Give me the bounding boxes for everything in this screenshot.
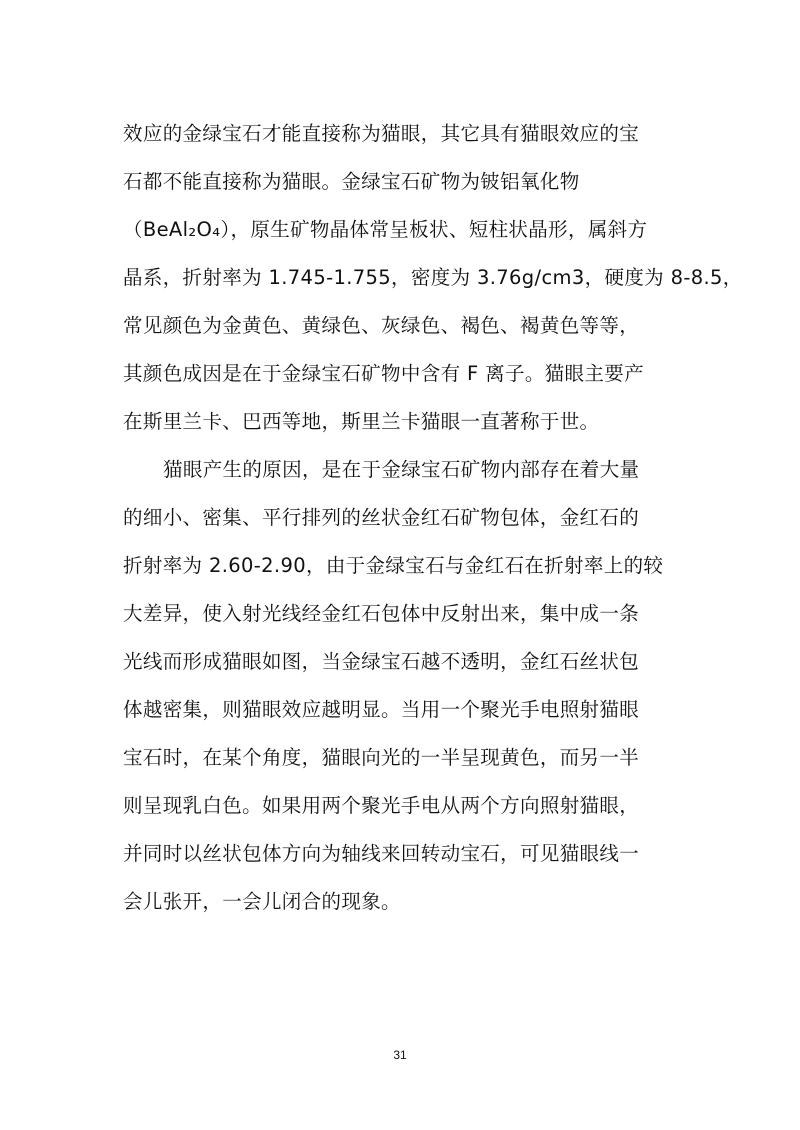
paragraph-2-line-4: 大差异，使入射光线经金红石包体中反射出来，集中成一条	[123, 602, 640, 625]
paragraph-1-line-2: 石都不能直接称为猫眼。金绿宝石矿物为铍铝氧化物	[123, 170, 580, 193]
paragraph-2-line-6: 体越密集，则猫眼效应越明显。当用一个聚光手电照射猫眼	[123, 698, 640, 721]
paragraph-1-line-5: 常见颜色为金黄色、黄绿色、灰绿色、褐色、褐黄色等等，	[123, 314, 640, 337]
paragraph-1-line-7: 在斯里兰卡、巴西等地，斯里兰卡猫眼一直著称于世。	[123, 410, 600, 433]
paragraph-2-line-7: 宝石时，在某个角度，猫眼向光的一半呈现黄色，而另一半	[123, 746, 640, 769]
paragraph-1-line-1: 效应的金绿宝石才能直接称为猫眼，其它具有猫眼效应的宝	[123, 122, 640, 145]
paragraph-1-line-4: 晶系，折射率为 1.745-1.755，密度为 3.76g/cm3，硬度为 8-8.5，	[123, 266, 743, 289]
paragraph-2-line-2: 的细小、密集、平行排列的丝状金红石矿物包体，金红石的	[123, 506, 640, 529]
paragraph-2-line-9: 并同时以丝状包体方向为轴线来回转动宝石，可见猫眼线一	[123, 842, 640, 865]
page-number: 31	[393, 1048, 407, 1062]
paragraph-2-line-8: 则呈现乳白色。如果用两个聚光手电从两个方向照射猫眼，	[123, 794, 640, 817]
paragraph-1-line-6: 其颜色成因是在于金绿宝石矿物中含有 F 离子。猫眼主要产	[123, 362, 644, 385]
paragraph-2-line-3: 折射率为 2.60-2.90，由于金绿宝石与金红石在折射率上的较	[123, 554, 664, 577]
paragraph-2-line-5: 光线而形成猫眼如图，当金绿宝石越不透明，金红石丝状包	[123, 650, 640, 673]
paragraph-2-line-10: 会儿张开，一会儿闭合的现象。	[123, 890, 401, 913]
paragraph-2-line-1: 猫眼产生的原因，是在于金绿宝石矿物内部存在着大量	[163, 458, 640, 481]
paragraph-1-line-3: （BeAl₂O₄），原生矿物晶体常呈板状、短柱状晶形，属斜方	[123, 218, 648, 241]
